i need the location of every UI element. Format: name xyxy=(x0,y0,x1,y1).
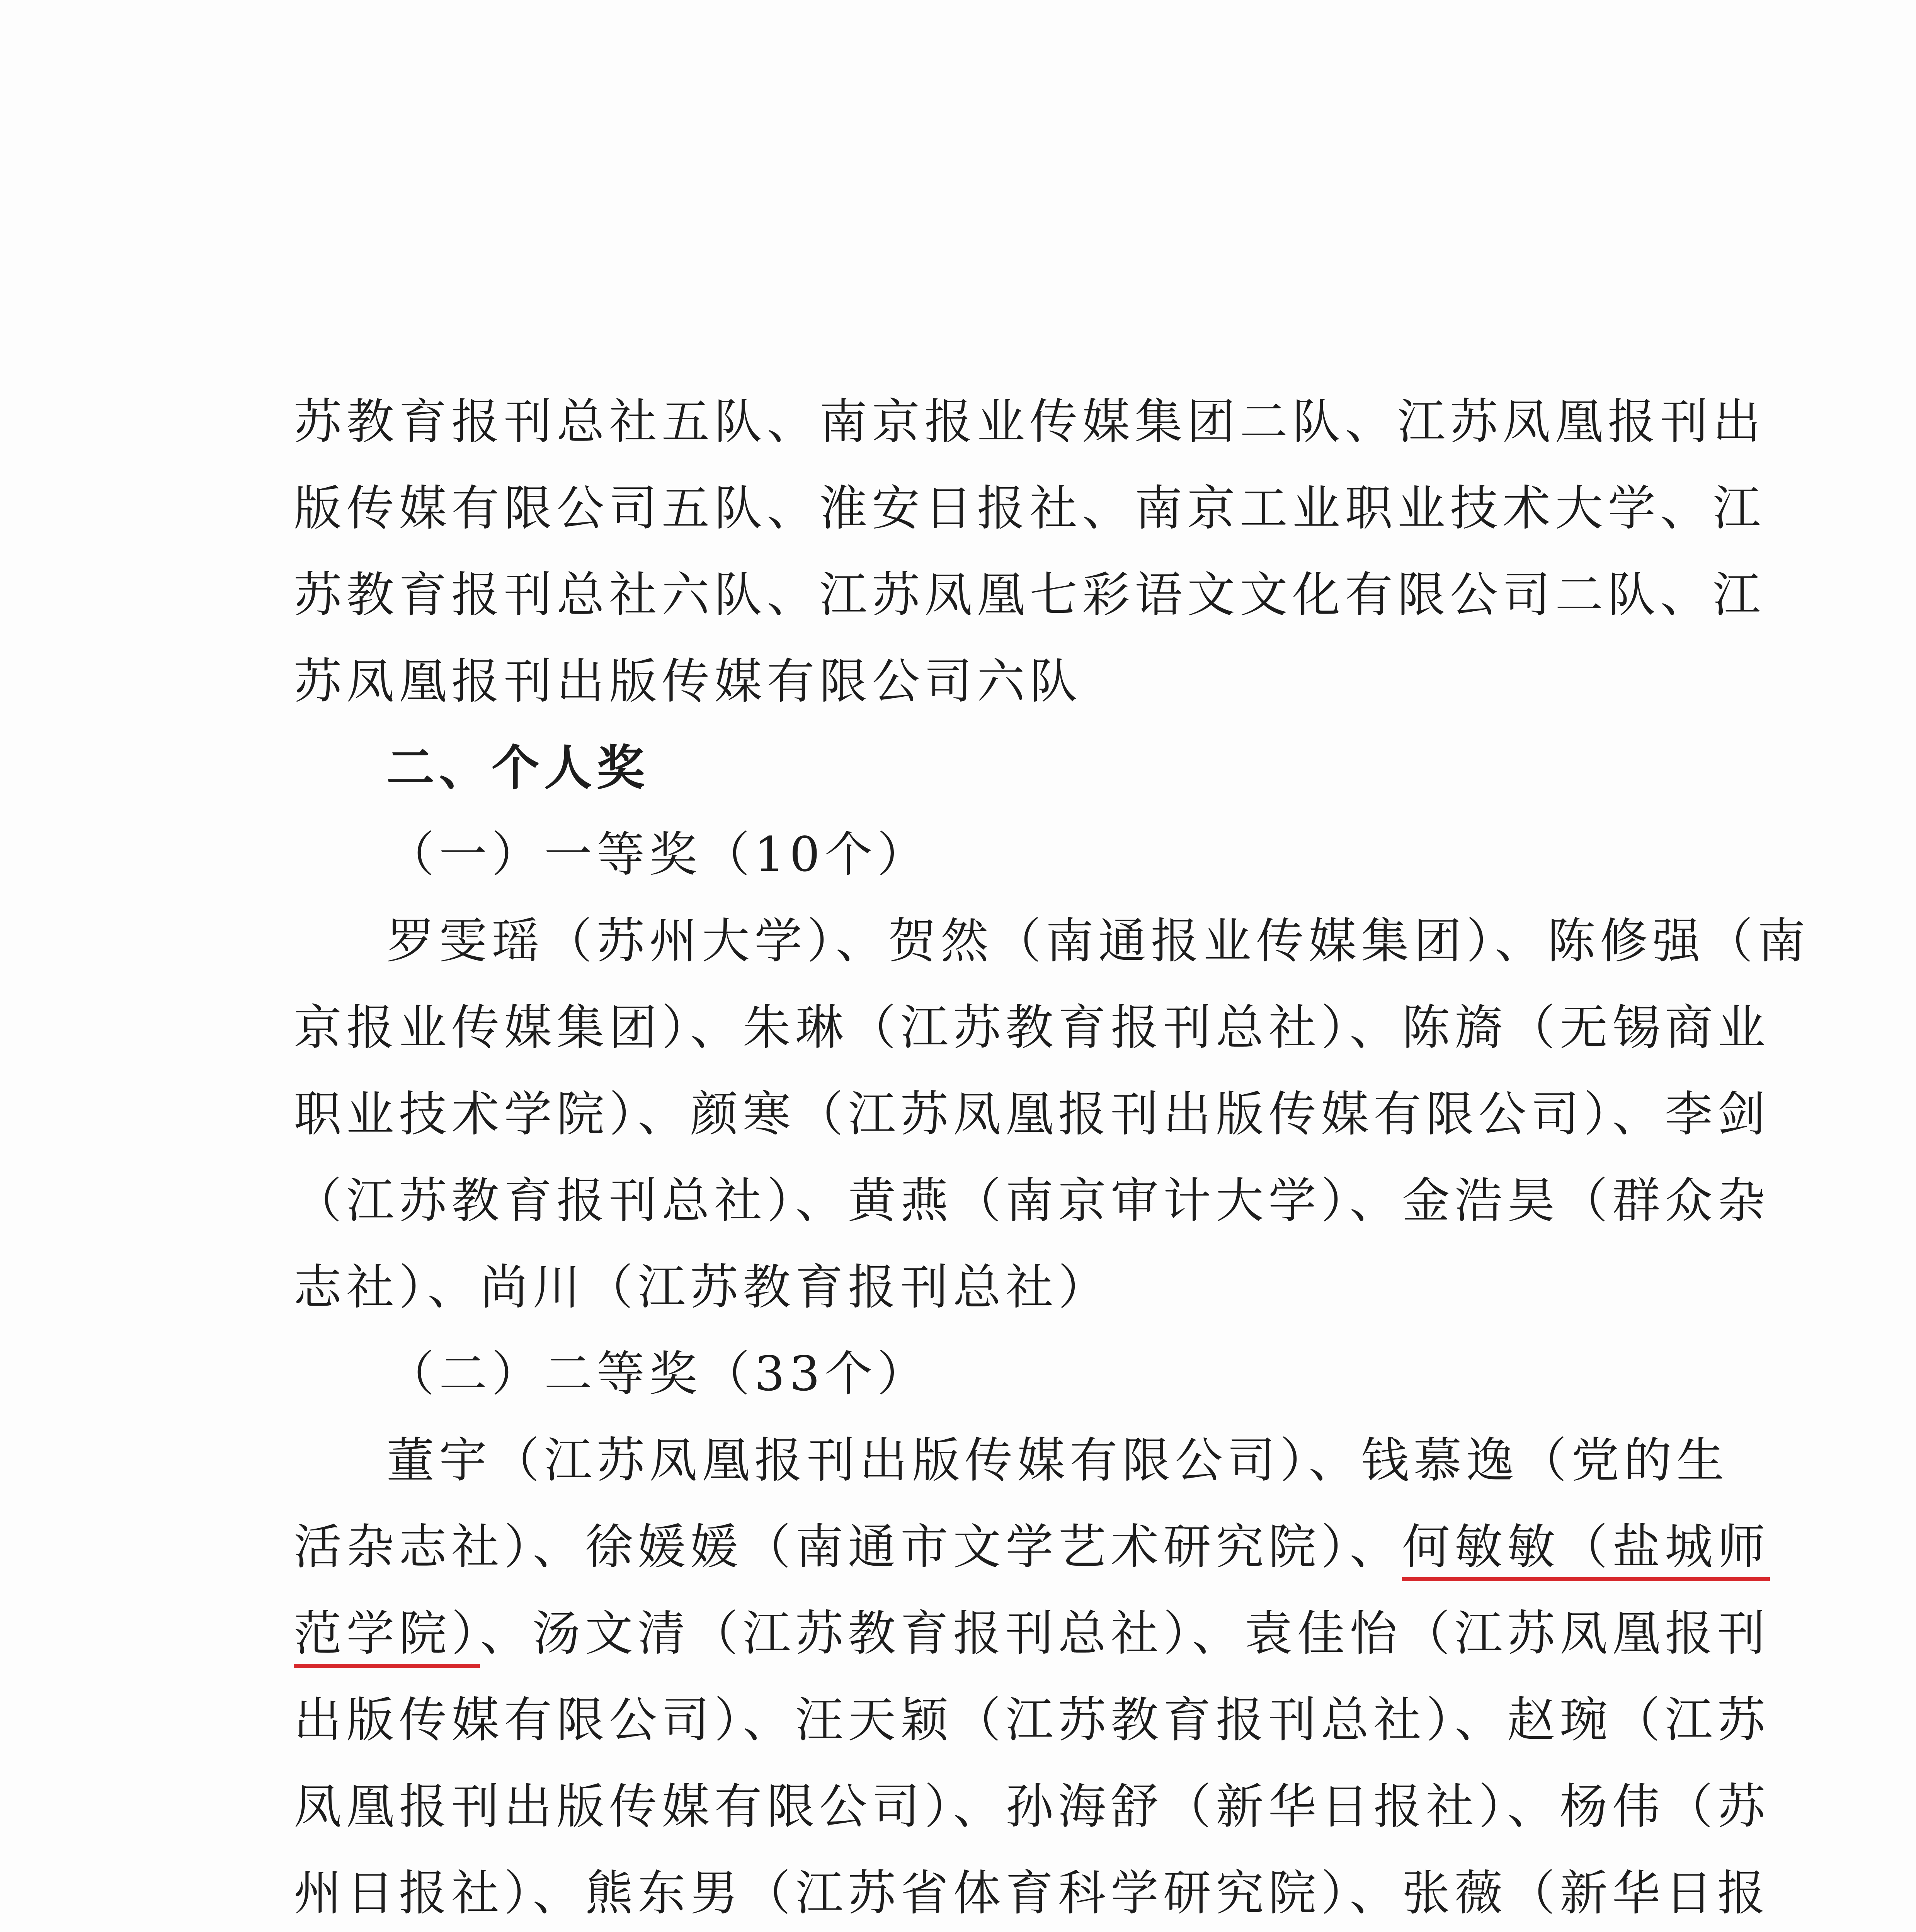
text-line: 董宇（江苏凤凰报刊出版传媒有限公司）、钱慕逸（党的生 xyxy=(386,1433,1729,1488)
text-line: 州日报社）、熊东男（江苏省体育科学研究院）、张薇（新华日报 xyxy=(294,1866,1770,1921)
subsection-heading: （二）二等奖（33个） xyxy=(386,1346,930,1402)
text-line: 出版传媒有限公司）、汪天颖（江苏教育报刊总社）、赵琬（江苏 xyxy=(294,1692,1770,1748)
text-line: 版传媒有限公司五队、淮安日报社、南京工业职业技术大学、江 xyxy=(294,481,1766,536)
document-body xyxy=(294,379,1811,1932)
text-line: （江苏教育报刊总社）、黄燕（南京审计大学）、金浩昊（群众杂 xyxy=(294,1173,1770,1229)
text-segment: 、汤文清（江苏教育报刊总社）、袁佳怡（江苏凤凰报刊 xyxy=(480,1606,1770,1662)
text-line: 凤凰报刊出版传媒有限公司）、孙海舒（新华日报社）、杨伟（苏 xyxy=(294,1779,1770,1835)
text-segment: 活杂志社）、徐媛媛（南通市文学艺术研究院）、 xyxy=(294,1519,1402,1575)
text-line: 职业技术学院）、颜寒（江苏凤凰报刊出版传媒有限公司）、李剑 xyxy=(294,1087,1770,1142)
section-heading: 二、个人奖 xyxy=(386,740,650,796)
text-line: 罗雯瑶（苏州大学）、贺然（南通报业传媒集团）、陈修强（南 xyxy=(386,913,1811,969)
text-line: 志社）、尚川（江苏教育报刊总社） xyxy=(294,1260,1111,1315)
highlighted-name: 范学院） xyxy=(294,1606,480,1662)
text-line: 苏教育报刊总社六队、江苏凤凰七彩语文文化有限公司二队、江 xyxy=(294,567,1766,623)
text-line xyxy=(294,1504,1770,1590)
text-line: 苏凤凰报刊出版传媒有限公司六队 xyxy=(294,654,1082,709)
text-line xyxy=(294,1590,1770,1677)
subsection-heading: （一）一等奖（10个） xyxy=(386,827,930,883)
text-line: 苏教育报刊总社五队、南京报业传媒集团二队、江苏凤凰报刊出 xyxy=(294,394,1766,450)
highlighted-name: 何敏敏（盐城师 xyxy=(1402,1519,1770,1575)
text-line: 京报业传媒集团）、朱琳（江苏教育报刊总社）、陈旖（无锡商业 xyxy=(294,1000,1770,1056)
